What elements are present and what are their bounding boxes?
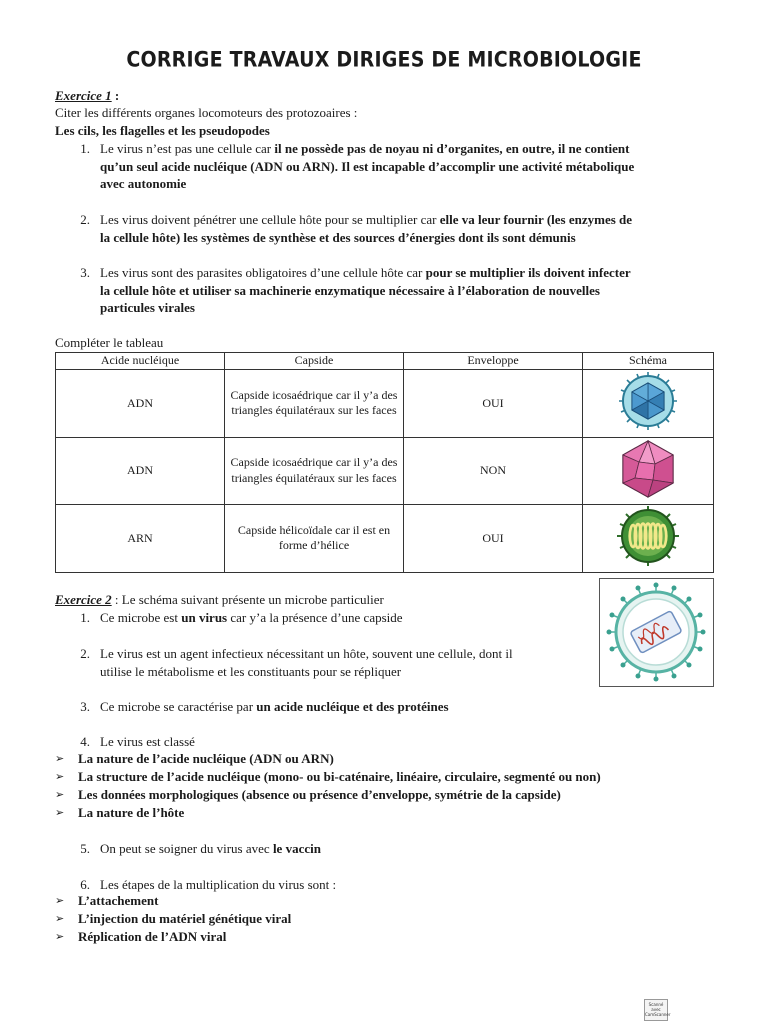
ex1-item-2 (100, 211, 715, 246)
table-row (56, 505, 714, 573)
cell-capside: Capside hélicoïdale car il est en forme d’hélice (225, 505, 404, 573)
ex2-item-5 (100, 840, 321, 858)
cell-acide: ADN (56, 370, 225, 438)
table-header-row (56, 353, 714, 370)
text-plain: utilise le métabolisme et les constituants pour se répliquer (100, 663, 402, 679)
text-bold: qu’un seul acide nucléique (ADN ou ARN). Il est incapable d’accomplir une activité métabolique (100, 158, 635, 174)
text-bold: un virus (181, 610, 228, 625)
cell-schema (583, 370, 714, 438)
column-header: Capside (225, 353, 404, 370)
arrow-bullet-icon: ➢ (55, 930, 65, 943)
text-bold: la cellule hôte et utiliser sa machinerie enzymatique nécessaire à l’élaboration de nouvelles (100, 282, 600, 298)
arrow-bullet-icon: ➢ (55, 752, 65, 765)
classification-item: Les données morphologiques (absence ou présence d’enveloppe, symétrie de la capside) (78, 787, 561, 802)
column-header: Enveloppe (404, 353, 583, 370)
item-number: 4. (80, 734, 90, 749)
text-plain: On peut se soigner du virus avec (100, 841, 273, 856)
naked-icosahedral-virus-icon (611, 438, 685, 500)
cell-enveloppe: OUI (404, 505, 583, 573)
text-plain: Les virus doivent pénétrer une cellule hôte pour se multiplier car (100, 212, 440, 227)
exercise-1-colon: : (111, 88, 120, 103)
exercise-2-heading-line (55, 591, 384, 609)
arrow-bullet-icon: ➢ (55, 912, 65, 925)
virus-figure (599, 578, 714, 687)
text-plain: Le virus n’est pas une cellule car (100, 141, 275, 156)
classification-item: La nature de l’hôte (78, 805, 185, 820)
item-number: 1. (80, 141, 90, 156)
table-row (56, 370, 714, 438)
camscanner-stamp (644, 999, 671, 1021)
exercise-2-heading: Exercice 2 (55, 592, 112, 607)
cell-enveloppe: OUI (404, 370, 583, 438)
arrow-bullet-icon: ➢ (55, 770, 65, 783)
exercise-1-question: Citer les différents organes locomoteurs des protozoaires : (55, 105, 358, 120)
ex2-item-4: Le virus est classé (100, 734, 195, 749)
text-plain: Ce microbe est (100, 610, 182, 625)
text-plain: car y’a la présence d’une capside (227, 610, 403, 625)
arrow-bullet-icon: ➢ (55, 788, 65, 801)
exercise-2-intro: : Le schéma suivant présente un microbe particulier (111, 592, 384, 607)
item-number: 1. (80, 610, 90, 625)
exercise-1-heading-line (55, 87, 119, 105)
exercise-1-heading: Exercice 1 (55, 88, 112, 103)
enveloped-icosahedral-virus-icon (611, 370, 685, 432)
ex2-item-6: Les étapes de la multiplication du virus sont : (100, 877, 337, 892)
ex2-item-1 (100, 609, 403, 627)
text-bold: un acide nucléique et des protéines (256, 699, 449, 714)
arrow-bullet-icon: ➢ (55, 894, 65, 907)
ex1-item-3 (100, 264, 715, 317)
cell-capside: Capside icosaédrique car il y’a des triangles équilatéraux sur les faces (225, 437, 404, 505)
text-plain: Ce microbe se caractérise par (100, 699, 257, 714)
item-number: 3. (80, 699, 90, 714)
text-bold: il ne possède pas de noyau ni d’organites, en outre, il ne contient (274, 141, 630, 156)
table-caption: Compléter le tableau (55, 335, 164, 350)
classification-item: La structure de l’acide nucléique (mono- ou bi-caténaire, linéaire, circulaire, segmenté ou non) (78, 769, 601, 784)
cell-schema (583, 505, 714, 573)
stamp-label: Scanné avec CamScanner (645, 1002, 671, 1017)
cell-capside: Capside icosaédrique car il y’a des triangles équilatéraux sur les faces (225, 370, 404, 438)
text-plain: Les virus sont des parasites obligatoires d’une cellule hôte car (100, 265, 426, 280)
ex1-item-1 (100, 140, 715, 193)
column-header: Schéma (583, 353, 714, 370)
classification-item: La nature de l’acide nucléique (ADN ou ARN) (78, 751, 334, 766)
item-number: 2. (80, 212, 90, 227)
text-bold: avec autonomie (100, 176, 187, 192)
table-row (56, 437, 714, 505)
column-header: Acide nucléique (56, 353, 225, 370)
text-bold: le vaccin (272, 841, 321, 856)
arrow-bullet-icon: ➢ (55, 806, 65, 819)
step-item: L’injection du matériel génétique viral (78, 911, 292, 926)
virus-table (55, 352, 714, 573)
exercise-1-answer: Les cils, les flagelles et les pseudopodes (55, 123, 270, 138)
item-number: 6. (80, 877, 90, 892)
cell-acide: ARN (56, 505, 225, 573)
step-item: L’attachement (78, 893, 159, 908)
virus-diagram-icon (600, 579, 713, 686)
text-plain: Le virus est un agent infectieux nécessitant un hôte, souvent une cellule, dont il (100, 646, 513, 661)
text-bold: pour se multiplier ils doivent infecter (425, 265, 631, 280)
cell-acide: ADN (56, 437, 225, 505)
item-number: 3. (80, 265, 90, 280)
ex2-item-3 (100, 698, 449, 716)
document-title: CORRIGE TRAVAUX DIRIGES DE MICROBIOLOGIE (126, 47, 642, 73)
enveloped-helical-virus-icon (611, 505, 685, 567)
text-bold: elle va leur fournir (les enzymes de (439, 212, 633, 227)
step-item: Réplication de l’ADN viral (78, 929, 227, 944)
text-bold: particules virales (100, 300, 195, 316)
cell-enveloppe: NON (404, 437, 583, 505)
item-number: 2. (80, 646, 90, 661)
item-number: 5. (80, 841, 90, 856)
text-bold: la cellule hôte) les systèmes de synthèse et des sources d’énergies dont ils sont démunis (100, 229, 576, 245)
ex2-item-2 (100, 645, 600, 680)
cell-schema (583, 437, 714, 505)
